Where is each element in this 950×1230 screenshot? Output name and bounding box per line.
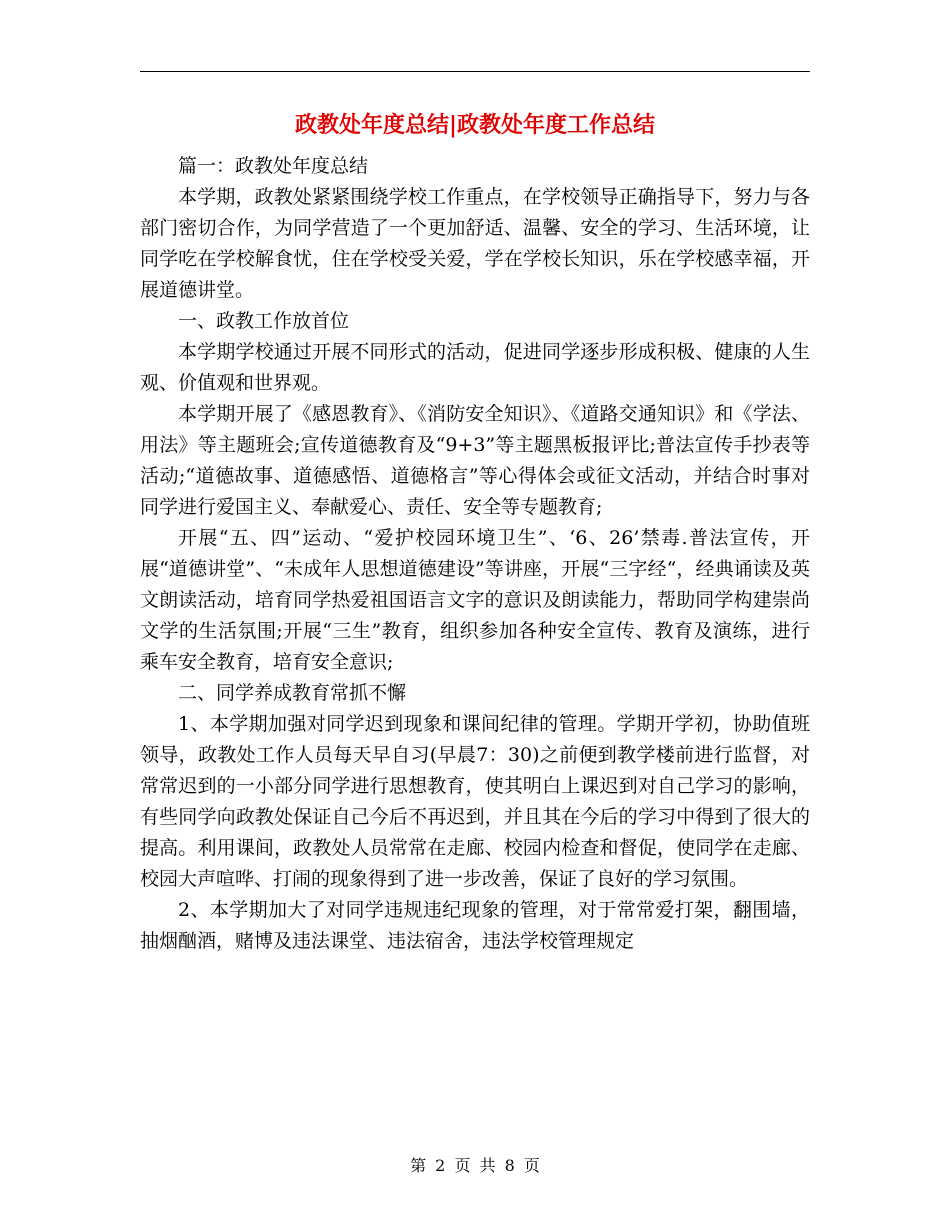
paragraph-activities: 本学期学校通过开展不同形式的活动，促进同学逐步形成积极、健康的人生观、价值观和世界观。 [140, 341, 810, 394]
page-footer: 第 2 页 共 8 页 [410, 1156, 540, 1175]
paragraph-heading-1: 一、政教工作放首位 [178, 310, 350, 332]
paragraph-item-1: 1、本学期加强对同学迟到现象和课间纪律的管理。学期开学初，协助值班领导，政教处工作人员每天早自习(早晨7：30)之前便到教学楼前进行监督，对常常迟到的一小部分同学进行思想教育，使其明白上课迟到对自己学习的影响，有些同学向政教处保证自己今后不再迟到，并且其在今后的学习中得到了很大的提高。利用课间，政教处人员常常在走廊、校园内检查和督促，使同学在走廊、校园大声喧哗、打闹的现象得到了进一步改善，保证了良好的学习氛围。 [140, 713, 810, 890]
paragraph-heading-2: 二、同学养成教育常抓不懈 [178, 682, 407, 704]
document-body [140, 151, 810, 957]
paragraph-class-meetings: 本学期开展了《感恩教育》、《消防安全知识》、《道路交通知识》和《学法、用法》等主题班会;宣传道德教育及“9+3”等主题黑板报评比;普法宣传手抄表等活动;“道德故事、道德感悟、道德格言”等心得体会或征文活动，并结合时事对同学进行爱国主义、奉献爱心、责任、安全等专题教育; [140, 403, 810, 518]
paragraph-item-2: 2、本学期加大了对同学违规违纪现象的管理，对于常常爱打架，翻围墙，抽烟酗酒，赌博及违法课堂、违法宿舍，违法学校管理规定 [140, 899, 810, 952]
paragraph-campaigns: 开展“五、四”运动、“爱护校园环境卫生”、‘6、26’禁毒.普法宣传，开展“道德讲堂”、“未成年人思想道德建设”等讲座，开展“三字经“，经典诵读及英文朗读活动，培育同学热爱祖国语言文字的意识及朗读能力，帮助同学构建崇尚文学的生活氛围;开展“三生”教育，组织参加各种安全宣传、教育及演练，进行乘车安全教育，培育安全意识; [140, 527, 810, 673]
header-rule [140, 71, 810, 72]
paragraph-section-heading: 篇一：政教处年度总结 [178, 155, 369, 177]
document-title: 政教处年度总结|政教处年度工作总结 [294, 112, 655, 138]
paragraph-intro: 本学期，政教处紧紧围绕学校工作重点，在学校领导正确指导下，努力与各部门密切合作，为同学营造了一个更加舒适、温馨、安全的学习、生活环境，让同学吃在学校解食忧，住在学校受关爱，学在学校长知识，乐在学校感幸福，开展道德讲堂。 [140, 186, 810, 301]
